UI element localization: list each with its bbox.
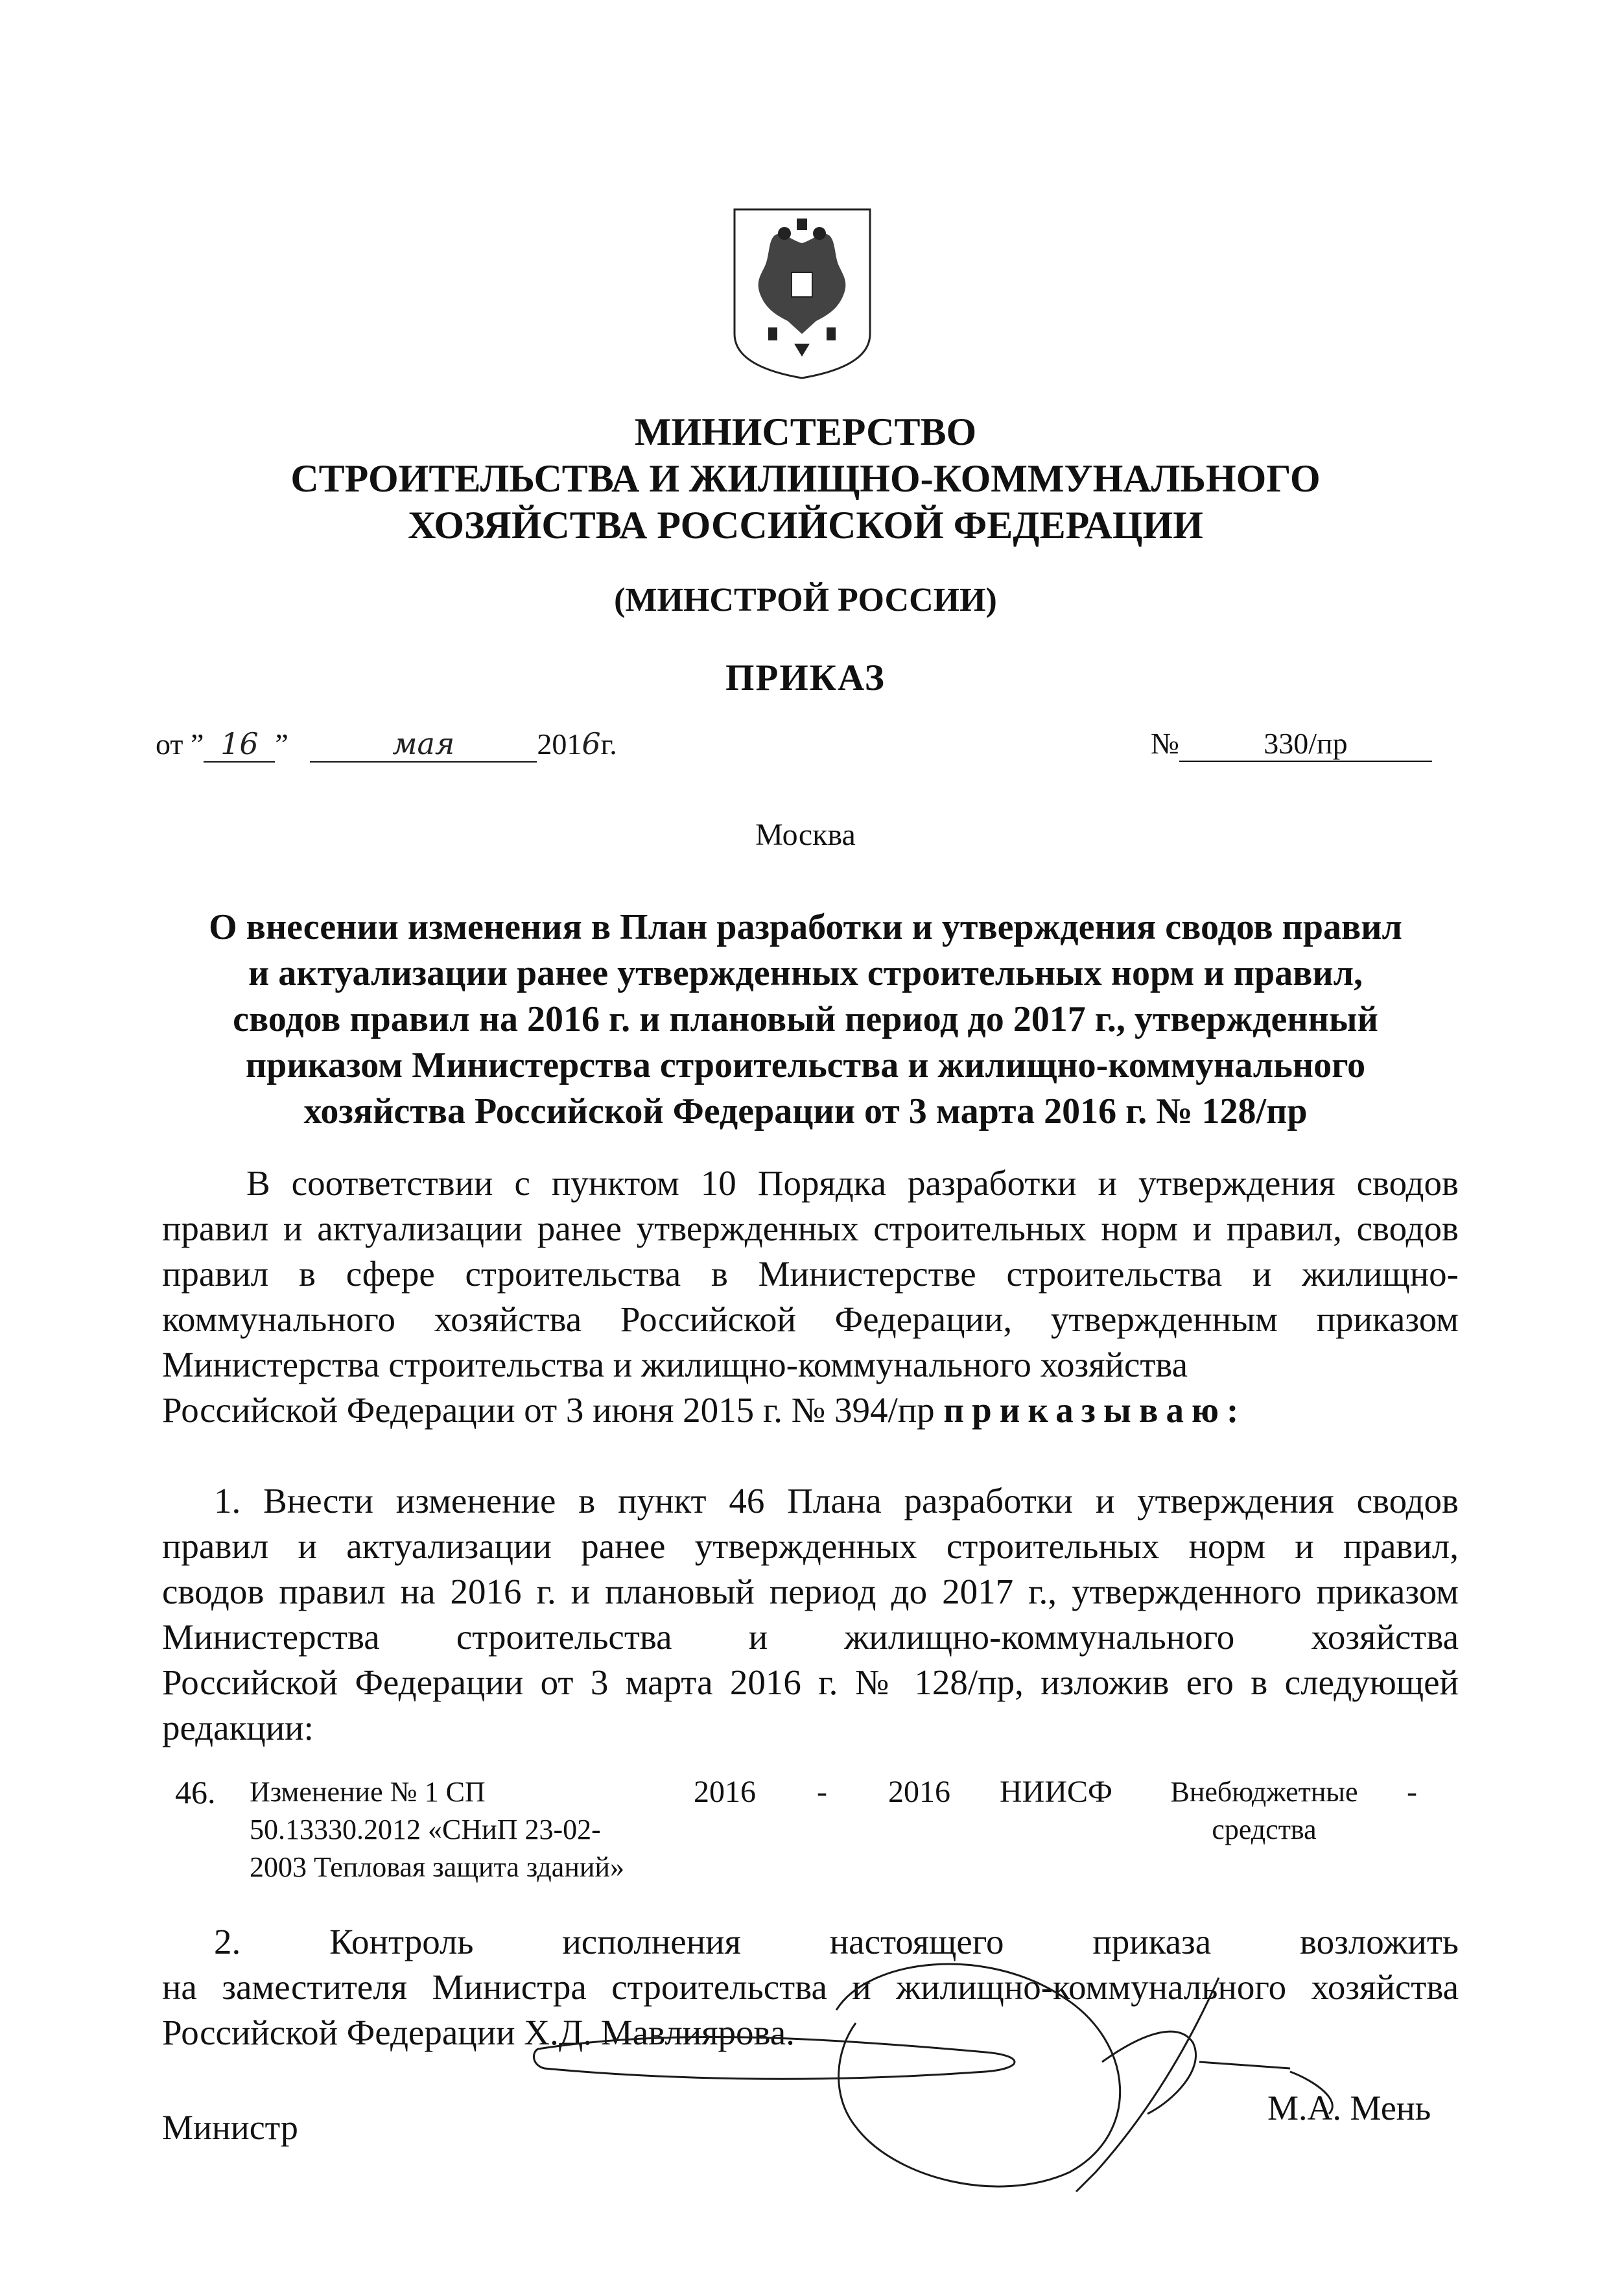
date-year-suffix: г. bbox=[600, 728, 617, 761]
ministry-name bbox=[0, 408, 1611, 549]
date-line bbox=[156, 726, 617, 763]
doc-number: 330/пр bbox=[1264, 727, 1348, 760]
title-line: хозяйства Российской Федерации от 3 марта 2016 г. № 128/пр bbox=[303, 1091, 1308, 1131]
coat-of-arms-emblem bbox=[729, 204, 875, 383]
item1-line: Министерства строительства и жилищно-коммунального хозяйства bbox=[162, 1617, 1459, 1657]
doc-type bbox=[0, 655, 1611, 702]
item1-line: сводов правил на 2016 г. и плановый период до 2017 г., утвержденного приказом bbox=[162, 1572, 1459, 1611]
row-dash: - bbox=[1407, 1775, 1417, 1809]
basis-line: Российской Федерации от 3 июня 2015 г. № 394/пр bbox=[162, 1390, 935, 1430]
date-prefix: от bbox=[156, 728, 183, 761]
number-label: № bbox=[1151, 727, 1179, 760]
row-developer: НИИСФ bbox=[1000, 1775, 1112, 1809]
signatory-title: Министр bbox=[162, 2108, 298, 2147]
row-funding bbox=[1147, 1773, 1381, 1849]
handwritten-signature bbox=[532, 1939, 1452, 2198]
document-title bbox=[130, 905, 1481, 1135]
row-name-line: 2003 Тепловая защита зданий» bbox=[250, 1851, 624, 1883]
row-end-year: 2016 bbox=[888, 1775, 950, 1809]
date-day: 16 bbox=[220, 726, 259, 761]
row-number: 46. bbox=[175, 1774, 216, 1810]
date-year-digit: 6 bbox=[582, 726, 601, 761]
basis-line: В соответствии с пунктом 10 Порядка разработки и утверждения сводов bbox=[246, 1163, 1459, 1203]
row-name-line: Изменение № 1 СП bbox=[250, 1776, 486, 1808]
item2-line: 2. Контроль исполнения настоящего приказа возложить bbox=[214, 1922, 1459, 1961]
ministry-line: ХОЗЯЙСТВА РОССИЙСКОЙ ФЕДЕРАЦИИ bbox=[408, 504, 1203, 547]
item1-line: редакции: bbox=[162, 1708, 314, 1747]
date-year-prefix: 201 bbox=[537, 728, 582, 761]
short-name-text: (МИНСТРОЙ РОССИИ) bbox=[614, 582, 997, 619]
title-line: О внесении изменения в План разработки и утверждения сводов правил bbox=[209, 907, 1402, 947]
title-line: приказом Министерства строительства и жилищно-коммунального bbox=[245, 1045, 1366, 1085]
ministry-short-name bbox=[0, 577, 1611, 624]
ministry-line: СТРОИТЕЛЬСТВА И ЖИЛИЩНО-КОММУНАЛЬНОГО bbox=[290, 457, 1321, 500]
basis-paragraph bbox=[162, 1161, 1459, 1433]
row-name bbox=[250, 1773, 703, 1886]
basis-line: коммунального хозяйства Российской Федерации, утвержденным приказом bbox=[162, 1299, 1459, 1339]
item2-line: Российской Федерации Х.Д. Мавлиярова. bbox=[162, 2013, 795, 2052]
row-funding-line: Внебюджетные bbox=[1170, 1776, 1358, 1808]
row-name-line: 50.13330.2012 «СНиП 23-02- bbox=[250, 1814, 601, 1845]
city: Москва bbox=[755, 818, 856, 852]
basis-line: правил в сфере строительства в Министерстве строительства и жилищно- bbox=[162, 1254, 1459, 1294]
row-funding-line: средства bbox=[1212, 1814, 1317, 1845]
quote-open: ” bbox=[191, 728, 204, 761]
title-line: и актуализации ранее утвержденных строительных норм и правил, bbox=[248, 953, 1363, 993]
item2-line: на заместителя Министра строительства и жилищно-коммунального хозяйства bbox=[162, 1967, 1459, 2007]
basis-line: правил и актуализации ранее утвержденных строительных норм и правил, сводов bbox=[162, 1209, 1459, 1248]
date-month: мая bbox=[392, 726, 455, 761]
quote-close: ” bbox=[275, 728, 288, 761]
doc-number-line bbox=[1151, 726, 1432, 762]
ministry-line: МИНИСТЕРСТВО bbox=[634, 410, 977, 453]
item1-line: 1. Внести изменение в пункт 46 Плана разработки и утверждения сводов bbox=[214, 1481, 1459, 1521]
order-word: приказываю: bbox=[943, 1390, 1247, 1430]
signatory-name: М.А. Мень bbox=[1267, 2089, 1431, 2127]
basis-line: Министерства строительства и жилищно-коммунального хозяйства bbox=[162, 1345, 1188, 1384]
title-line: сводов правил на 2016 г. и плановый период до 2017 г., утвержденный bbox=[233, 999, 1378, 1039]
item1-line: правил и актуализации ранее утвержденных строительных норм и правил, bbox=[162, 1526, 1459, 1566]
doc-type-text: ПРИКАЗ bbox=[725, 657, 886, 698]
item1-line: Российской Федерации от 3 марта 2016 г. № 128/пр, изложив его в следующей bbox=[162, 1663, 1459, 1702]
item-1-paragraph bbox=[162, 1478, 1459, 1751]
row-dash: - bbox=[817, 1775, 827, 1809]
row-start-year: 2016 bbox=[694, 1775, 756, 1809]
